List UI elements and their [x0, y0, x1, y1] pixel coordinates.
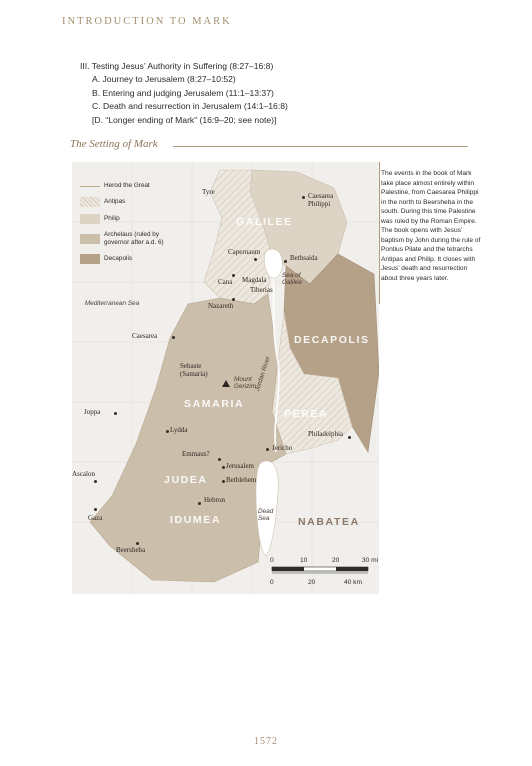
feature-label-mediterranean: Mediterranean Sea	[84, 300, 140, 307]
place-label-jericho: Jericho	[272, 444, 293, 452]
region-label-judea: JUDEA	[164, 474, 208, 486]
place-dot	[348, 436, 351, 439]
outline-item: [D. “Longer ending of Mark” (16:9–20; see note)]	[92, 114, 277, 125]
scale-label: 10	[300, 557, 308, 564]
map-caption: The events in the book of Mark take place almost entirely within Palestine, from Caesarea Philippi in the north to Beersheba in the south. During this time Palestine was ruled by the Roman Empire. The book opens with Jesus’ baptism by John during the rule of Pontius Pilate and the tetrarchs Antipas and Philip. It closes with Jesus’ death and resurrection about three years later.	[381, 170, 481, 282]
scale-label: 0	[270, 557, 274, 564]
place-dot	[94, 508, 97, 511]
place-label-gaza: Gaza	[88, 514, 103, 522]
outline-heading: III. Testing Jesus’ Authority in Suffering (8:27–16:8)	[80, 61, 274, 71]
place-label-jerusalem: Jerusalem	[226, 462, 254, 470]
region-label-galilee: GALILEE	[236, 216, 293, 228]
place-label-tyre: Tyre	[202, 188, 215, 196]
legend-item	[80, 197, 176, 207]
place-dot	[222, 466, 225, 469]
place-label-caesarea: Caesarea	[132, 332, 158, 340]
legend-swatch	[80, 197, 100, 207]
legend-item	[80, 231, 176, 247]
outline-item: C. Death and resurrection in Jerusalem (14:1–16:8)	[92, 101, 288, 112]
legend-swatch	[80, 254, 100, 264]
palestine-map	[72, 162, 379, 594]
place-label-nazareth: Nazareth	[208, 302, 234, 310]
place-label-hebron: Hebron	[204, 496, 225, 504]
archelaus-territory	[90, 294, 286, 582]
place-dot	[254, 258, 257, 261]
scale-label: 40 km	[344, 579, 362, 586]
place-label-lydda: Lydda	[170, 426, 188, 434]
region-label-idumea: IDUMEA	[170, 514, 222, 526]
place-label-sebaste: Sebaste (Samaria)	[180, 362, 208, 378]
feature-label-dead-sea: Dead Sea	[258, 508, 274, 522]
map-legend	[80, 182, 176, 271]
place-label-capernaum: Capernaum	[228, 248, 261, 256]
scale-label: 30 mi	[362, 557, 379, 564]
region-label-perea: PEREA	[284, 408, 329, 420]
legend-label: Decapolis	[104, 255, 133, 262]
outline-item: A. Journey to Jerusalem (8:27–10:52)	[92, 74, 236, 85]
scale-label: 20	[332, 557, 340, 564]
running-head: INTRODUCTION TO MARK	[62, 16, 232, 27]
legend-swatch	[80, 214, 100, 224]
feature-label-mount-gerizim: Mount Gerizim	[234, 376, 257, 390]
page-number: 1572	[254, 736, 278, 747]
place-label-beersheba: Beersheba	[116, 546, 146, 554]
place-label-joppa: Joppa	[84, 408, 101, 416]
place-dot	[136, 542, 139, 545]
legend-label: Antipas	[104, 198, 126, 205]
place-dot	[232, 274, 235, 277]
place-dot	[198, 502, 201, 505]
legend-item	[80, 182, 176, 190]
legend-label: Philip	[104, 215, 120, 222]
scale-label: 0	[270, 579, 274, 586]
place-label-bethsaida: Bethsaida	[290, 254, 318, 262]
place-label-cana: Cana	[218, 278, 233, 286]
place-dot	[266, 448, 269, 451]
place-label-magdala: Magdala	[242, 276, 267, 284]
place-label-ascalon: Ascalon	[72, 470, 95, 478]
legend-item	[80, 214, 176, 224]
place-dot	[114, 412, 117, 415]
legend-label: Herod the Great	[104, 182, 150, 189]
region-label-samaria: SAMARIA	[184, 398, 245, 410]
section-divider	[173, 146, 468, 147]
legend-swatch	[80, 234, 100, 244]
place-dot	[302, 196, 305, 199]
place-label-tiberias: Tiberias	[250, 286, 273, 294]
place-dot	[218, 458, 221, 461]
place-dot	[94, 480, 97, 483]
outline-item: B. Entering and judging Jerusalem (11:1–13:37)	[92, 87, 274, 98]
caption-divider	[379, 162, 380, 304]
region-label-nabatea: NABATEA	[298, 516, 360, 528]
scale-bar	[270, 565, 374, 591]
section-title: The Setting of Mark	[70, 138, 158, 150]
feature-label-jordan-river: Jordan River	[254, 355, 272, 393]
place-dot	[232, 298, 235, 301]
feature-label-sea-of-galilee: Sea of Galilee	[282, 272, 302, 286]
place-label-philadelphia: Philadelphia	[308, 430, 343, 438]
place-dot	[166, 430, 169, 433]
place-label-caesarea-philippi: Caesarea Philippi	[308, 192, 334, 208]
place-dot	[172, 336, 175, 339]
place-dot	[284, 260, 287, 263]
scale-label: 20	[308, 579, 316, 586]
region-label-decapolis: DECAPOLIS	[294, 334, 370, 346]
book-outline	[80, 60, 288, 127]
legend-item	[80, 254, 176, 264]
place-dot	[222, 480, 225, 483]
legend-label: Archelaus (ruled by governor after a.d. 6)	[104, 231, 164, 246]
legend-swatch	[80, 186, 100, 187]
place-label-bethlehem: Bethlehem	[226, 476, 257, 484]
place-label-emmaus: Emmaus?	[182, 450, 210, 458]
